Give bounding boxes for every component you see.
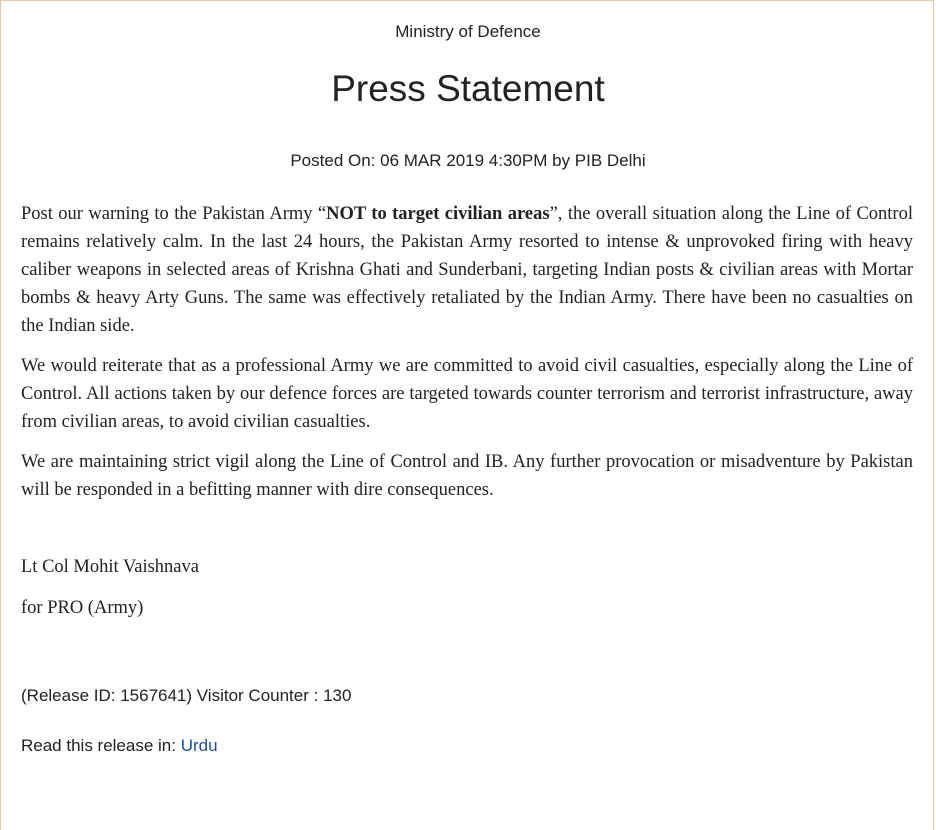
paragraph-1-rest: ”, the overall situation along the Line of Control remains relatively calm. In the last 24 hours, the Pakistan Army resorted to intense & unprovoked firing with heavy caliber weapons in selected areas of Krishna Ghati and Sunderbani, targeting Indian posts & civilian areas with Mortar bombs & heavy Arty Guns. The same was effectively retaliated by the Indian Army. There have been no casualties on the Indian side. bbox=[21, 204, 913, 336]
paragraph-1 bbox=[21, 200, 913, 340]
page-title: Press Statement bbox=[331, 68, 605, 109]
read-release-label: Read this release in: bbox=[21, 736, 181, 755]
paragraph-3: We are maintaining strict vigil along the Line of Control and IB. Any further provocation or misadventure by Pakistan will be responded in a befitting manner with dire consequences. bbox=[21, 452, 913, 500]
read-release-in bbox=[21, 736, 218, 756]
posted-on: Posted On: 06 MAR 2019 4:30PM by PIB Delhi bbox=[290, 151, 646, 170]
release-info: (Release ID: 1567641) Visitor Counter : 130 bbox=[21, 686, 352, 705]
statement-body bbox=[21, 200, 913, 516]
ministry-name: Ministry of Defence bbox=[395, 22, 541, 41]
paragraph-1-lead: Post our warning to the Pakistan Army “ bbox=[21, 204, 327, 224]
paragraph-1-emphasis: NOT to target civilian areas bbox=[326, 204, 550, 224]
signatory-role: for PRO (Army) bbox=[21, 598, 144, 618]
paragraph-2: We would reiterate that as a professional Army we are committed to avoid civil casualties, especially along the Line of Control. All actions taken by our defence forces are targeted towards counter terrorism and terrorist infrastructure, away from civilian areas, to avoid civilian casualties. bbox=[21, 356, 913, 432]
signatory-name: Lt Col Mohit Vaishnava bbox=[21, 557, 199, 577]
language-link-urdu[interactable]: Urdu bbox=[180, 736, 218, 755]
